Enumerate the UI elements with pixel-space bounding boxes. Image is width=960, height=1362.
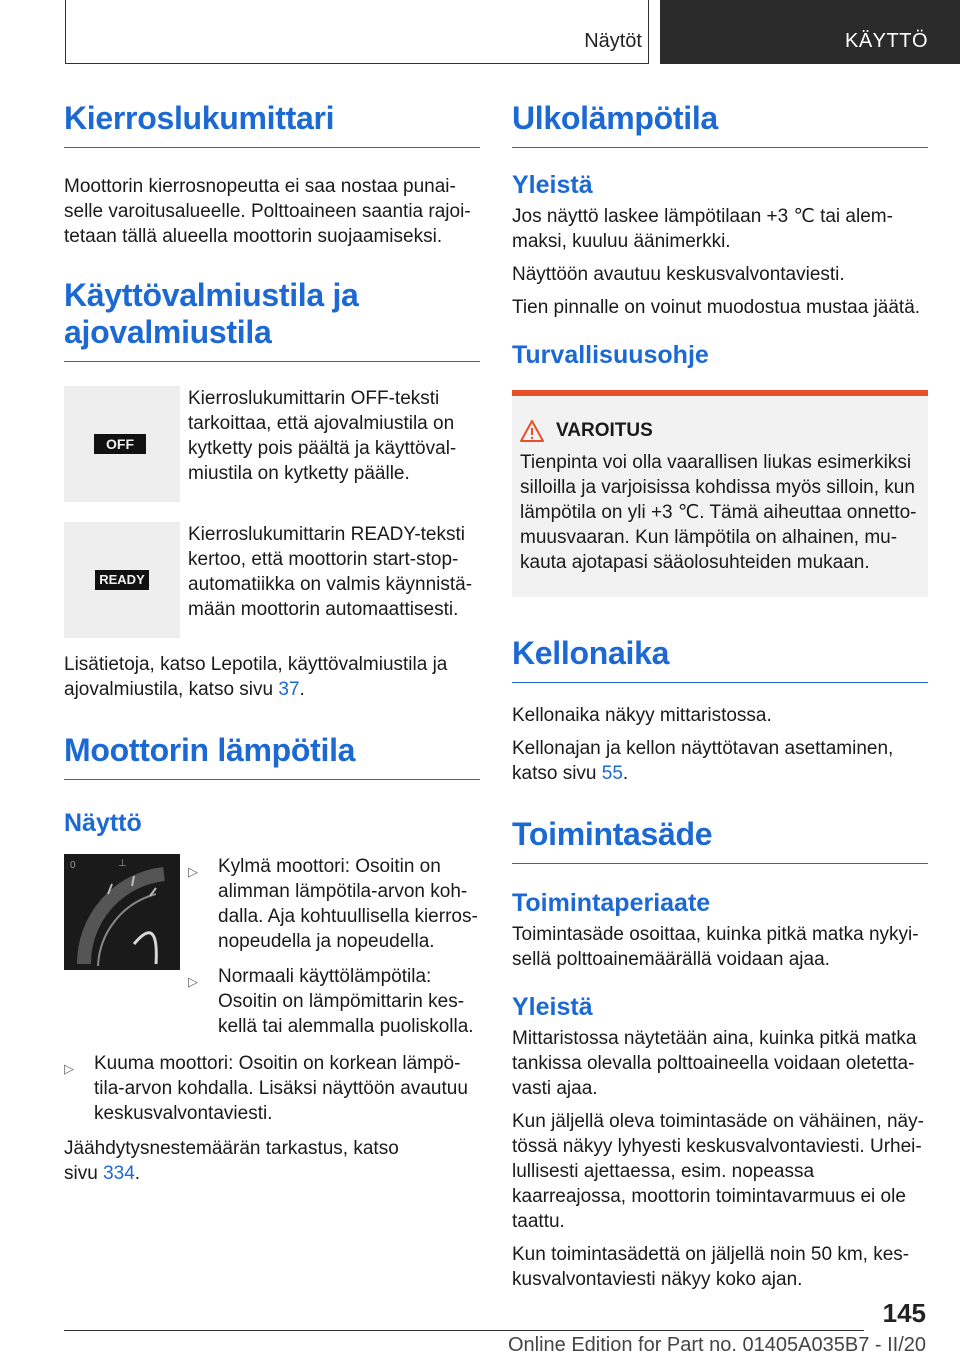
range-text-3: Kun toimintasädettä on jäljellä noin 50 km, keskusvalvontaviesti näkyy koko ajan. bbox=[512, 1244, 910, 1290]
edition-text: Online Edition for Part no. 01405A035B7 - II/20 bbox=[507, 1334, 926, 1356]
chapter-title: KÄYTTÖ bbox=[844, 30, 928, 52]
warning-box bbox=[512, 390, 928, 597]
clock-text-1: Kellonaika näkyy mittaristossa. bbox=[512, 705, 772, 726]
heading-principle: Toimintaperiaate bbox=[512, 889, 711, 917]
svg-text:⊥: ⊥ bbox=[118, 858, 127, 869]
warning-title: VAROITUS bbox=[556, 420, 653, 441]
more-info-text: Lisätietoja, katso Lepotila, käyttövalmiustila ja ajovalmiustila, katso sivu 37. bbox=[64, 654, 448, 700]
left-column bbox=[64, 100, 480, 1186]
coolant-body: Jäähdytysnestemäärän tarkastus, katso bbox=[64, 1138, 399, 1159]
coolant-text: Jäähdytysnestemäärän tarkastus, katso sivu 334. bbox=[64, 1138, 399, 1184]
gauge-figure-row bbox=[64, 854, 480, 1039]
clock-text-2-body: Kellonajan ja kellon näyttötavan asettaminen, katso sivu bbox=[512, 738, 894, 784]
heading-safety: Turvallisuusohje bbox=[512, 341, 709, 369]
heading-general: Yleistä bbox=[512, 171, 593, 199]
clock-text-2: Kellonajan ja kellon näyttötavan asettaminen, katso sivu 55. bbox=[512, 738, 894, 784]
temperature-gauge-image bbox=[64, 854, 180, 970]
warning-text: Tienpinta voi olla vaarallisen liukas esimerkiksi silloilla ja varjoisissa kohdissa myös silloin, kun lämpötila on yli +3 ℃. Tämä aiheuttaa onnettomuusvaaran. Kun lämpötila on alhainen, mukauta ajotapasi sääolosuhteiden mukaan. bbox=[520, 452, 917, 573]
off-text: Kierroslukumittarin OFF-teksti tarkoittaa, että ajovalmiustila on kytketty pois päältä ja käyttövalmiustila on kytketty päälle. bbox=[188, 388, 457, 484]
section-title: Näytöt bbox=[584, 30, 642, 52]
chapter-tab bbox=[660, 0, 960, 64]
off-display-label: OFF bbox=[94, 434, 146, 454]
footer-divider bbox=[64, 1330, 864, 1331]
range-text-2: Kun jäljellä oleva toimintasäde on vähäinen, näytössä näkyy lyhyesti keskusvalvontaviesti. Urheilullisesti ajettaessa, esim. nopeassa kaarreajossa, moottorin toimintavarmuus ei ole taattu. bbox=[512, 1111, 924, 1232]
hot-bullet-list bbox=[64, 1051, 480, 1126]
gauge-bullet-list bbox=[188, 854, 480, 1039]
heading-outside-temperature: Ulkolämpötila bbox=[512, 100, 928, 148]
principle-text: Toimintasäde osoittaa, kuinka pitkä matka nykyisellä polttoainemäärällä voidaan ajaa. bbox=[512, 924, 919, 970]
heading-general-2: Yleistä bbox=[512, 993, 593, 1021]
bullet-normal-text: Normaali käyttölämpötila: Osoitin on lämpömittarin keskellä tai alemmalla puoliskolla. bbox=[218, 966, 474, 1037]
triangle-bullet-icon: ▷ bbox=[188, 974, 198, 989]
warning-header bbox=[520, 420, 920, 442]
tachometer-text: Moottorin kierrosnopeutta ei saa nostaa punaiselle varoitusalueelle. Polttoaineen saantia rajoitetaan tällä alueella moottorin suojaamiseksi. bbox=[64, 176, 471, 247]
header-frame bbox=[65, 0, 649, 64]
heading-range: Toimintasäde bbox=[512, 816, 928, 864]
heading-clock: Kellonaika bbox=[512, 635, 928, 683]
bullet-hot-text: Kuuma moottori: Osoitin on korkean lämpötila-arvon kohdalla. Lisäksi näyttöön avautuu keskusvalvontaviesti. bbox=[94, 1053, 468, 1124]
outside-text-2: Näyttöön avautuu keskusvalvontaviesti. bbox=[512, 264, 845, 285]
heading-tachometer: Kierroslukumittari bbox=[64, 100, 480, 148]
warning-triangle-icon bbox=[520, 420, 544, 442]
ready-display-label: READY bbox=[95, 570, 149, 590]
range-text-1: Mittaristossa näytetään aina, kuinka pitkä matka tankissa olevalla polttoaineella voidaan oletettavasti ajaa. bbox=[512, 1028, 917, 1099]
heading-display: Näyttö bbox=[64, 809, 142, 837]
ready-figure-row bbox=[64, 522, 480, 638]
triangle-bullet-icon: ▷ bbox=[188, 864, 198, 879]
page-link-55[interactable]: 55 bbox=[601, 763, 623, 784]
svg-text:0: 0 bbox=[70, 860, 76, 871]
heading-ready-state: Käyttövalmiustila ja ajovalmiustila bbox=[64, 277, 480, 362]
more-info-body: Lisätietoja, katso Lepotila, käyttövalmiustila ja ajovalmiustila, katso sivu bbox=[64, 654, 448, 700]
triangle-bullet-icon: ▷ bbox=[64, 1061, 74, 1076]
bullet-cold-text: Kylmä moottori: Osoitin on alimman lämpötila-arvon kohdalla. Aja kohtuullisella kierrosnopeudella ja nopeudella. bbox=[218, 856, 478, 952]
ready-text: Kierroslukumittarin READY-teksti kertoo, että moottorin start-stop-automatiikka on valmis käynnistämään moottorin automaattisesti. bbox=[188, 524, 473, 620]
bullet-hot bbox=[64, 1051, 480, 1126]
off-display-image bbox=[64, 386, 180, 502]
off-figure-row bbox=[64, 386, 480, 502]
page-number: 145 bbox=[882, 1298, 926, 1328]
ready-display-image bbox=[64, 522, 180, 638]
heading-engine-temperature: Moottorin lämpötila bbox=[64, 732, 480, 780]
page-link-334[interactable]: 334 bbox=[103, 1163, 135, 1184]
right-column bbox=[512, 100, 928, 1292]
bullet-cold bbox=[188, 854, 480, 954]
page-link-37[interactable]: 37 bbox=[278, 679, 300, 700]
bullet-normal bbox=[188, 964, 480, 1039]
coolant-body-2: sivu bbox=[64, 1163, 98, 1184]
gauge-icon bbox=[64, 854, 180, 970]
outside-text-3: Tien pinnalle on voinut muodostua mustaa jäätä. bbox=[512, 297, 921, 318]
outside-text-1: Jos näyttö laskee lämpötilaan +3 ℃ tai alemmaksi, kuuluu äänimerkki. bbox=[512, 206, 893, 252]
